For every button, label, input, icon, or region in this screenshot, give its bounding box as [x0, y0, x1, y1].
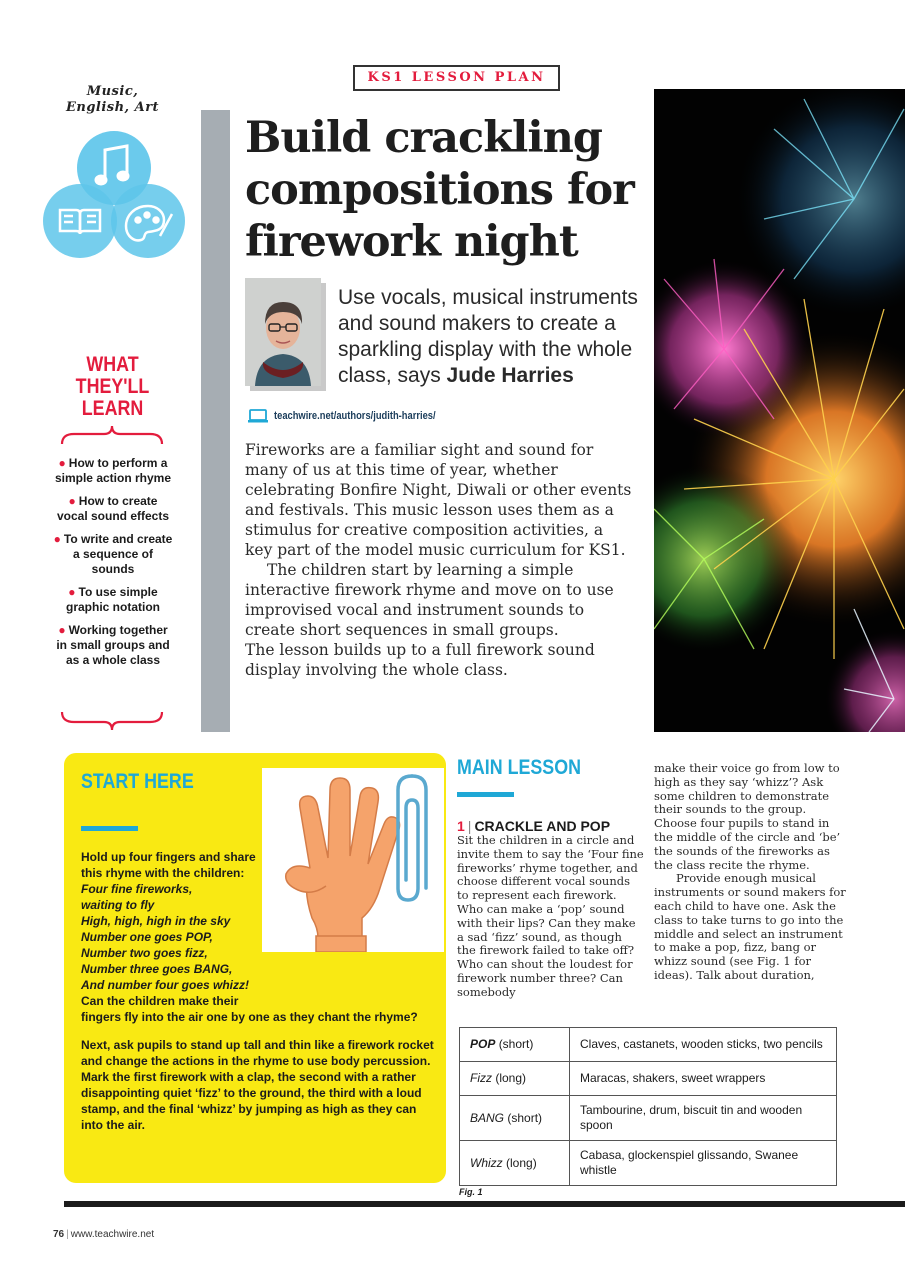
fireworks-photo — [654, 89, 905, 732]
brace-top-decoration — [60, 424, 164, 446]
rhyme-line: waiting to fly — [81, 898, 155, 912]
learn-heading-line-1: WHAT — [86, 353, 139, 376]
learn-item: ● To use simple graphic notation — [66, 585, 160, 614]
grey-accent-bar — [201, 110, 230, 732]
page-number: 76 — [53, 1229, 65, 1240]
sound-name: Whizz — [470, 1155, 503, 1170]
sound-duration: (short) — [507, 1110, 543, 1125]
intro-paragraph-2: The children start by learning a simple interactive firework rhyme and move on to use improvised vocal and instrument sounds to create short sequences in small groups. — [245, 561, 614, 639]
learn-list — [52, 456, 174, 676]
main-lesson-column-1: Sit the children in a circle and invite them to say the ‘Four fine fireworks’ rhyme together, and choose different vocal sounds to represent each firework. Who can make a ‘pop’ sound with their lips? Can they make a sad ‘fizz’ sound, as though the firework failed to take off? Who can shout the loudest for firework number three? Can somebody — [457, 833, 644, 999]
learn-item: ● How to perform a simple action rhyme — [54, 456, 172, 485]
author-web-link[interactable] — [248, 408, 464, 424]
learn-heading-line-2: THEY'LL — [75, 375, 150, 398]
footer-site: www.teachwire.net — [70, 1229, 155, 1240]
computer-icon — [248, 409, 268, 423]
author-web-link-text[interactable]: teachwire.net/authors/judith-harries/ — [274, 410, 436, 422]
section-title: CRACKLE AND POP — [474, 818, 611, 834]
column-2-paragraph-2: Provide enough musical instruments or sound makers for each child to have one. Ask the class to take turns to go into the middle and select an instrument to make a pop, fizz, bang or whizz sound (see Fig. 1 for ideas). Talk about duration, — [654, 871, 846, 982]
learn-heading — [64, 354, 162, 420]
instrument-table — [459, 1027, 837, 1186]
table-row — [460, 1062, 837, 1096]
subjects-line-2: English, Art — [65, 100, 160, 115]
figure-caption: Fig. 1 — [459, 1187, 483, 1197]
main-lesson-column-2 — [654, 762, 850, 983]
start-here-rule — [81, 826, 138, 831]
page-title: Build crackling compositions for firework night — [245, 113, 634, 267]
brace-bottom-decoration — [60, 710, 164, 732]
subjects-label — [55, 84, 170, 116]
main-lesson-rule — [457, 792, 514, 797]
subject-venn-icon — [42, 128, 187, 263]
section-number: 1 — [457, 818, 465, 834]
rhyme-line: Number one goes POP, — [81, 930, 213, 944]
column-2-paragraph-1: make their voice go from low to high as they say ‘whizz’? Ask some children to demonstrate their sounds to the group. Choose four pupils to stand in the middle of the circle and ‘be’ the sounds of the fireworks as the class recite the rhyme. — [654, 761, 841, 872]
start-lead: Hold up four fingers and share this rhyme with the children: — [81, 850, 256, 880]
rhyme-line: Four fine fireworks, — [81, 882, 193, 896]
subjects-line-1: Music, — [86, 84, 139, 99]
instrument-list: Cabasa, glockenspiel glissando, Swanee whistle — [570, 1141, 837, 1186]
author-name: Jude Harries — [446, 364, 574, 387]
rhyme-line: Number three goes BANG, — [81, 962, 233, 976]
standfirst-text: Use vocals, musical instruments and sound makers to create a sparkling display with the whole class, says — [338, 286, 638, 387]
page-footer: 76 | www.teachwire.net — [53, 1229, 155, 1240]
sound-name: Fizz — [470, 1071, 492, 1085]
instrument-list: Tambourine, drum, biscuit tin and wooden spoon — [570, 1096, 837, 1141]
sound-duration: (long) — [495, 1071, 527, 1085]
learn-item: ● Working together in small groups and as a whole class — [56, 623, 170, 667]
sound-name: POP — [470, 1037, 496, 1051]
start-follow-1: Can the children make their — [81, 994, 239, 1008]
standfirst — [338, 285, 648, 389]
start-here-heading: START HERE — [81, 770, 194, 793]
instrument-list: Maracas, shakers, sweet wrappers — [570, 1062, 837, 1096]
author-portrait — [245, 278, 321, 386]
intro-text — [245, 440, 635, 680]
intro-paragraph-1: Fireworks are a familiar sight and sound for many of us at this time of year, whether celebrating Bonfire Night, Diwali or other events and festivals. This music lesson uses them as a stimulus for creative composition activities, a key part of the model music curriculum for KS1. — [245, 441, 632, 559]
table-row — [460, 1096, 837, 1141]
table-row — [460, 1028, 837, 1062]
learn-item: ● To write and create a sequence of sounds — [53, 532, 173, 576]
start-here-text — [81, 849, 436, 1133]
start-follow-2: fingers fly into the air one by one as they chant the rhyme? — [81, 1010, 418, 1024]
intro-paragraph-3: The lesson builds up to a full firework sound display involving the whole class. — [245, 641, 595, 679]
sound-duration: (short) — [498, 1037, 534, 1051]
learn-item: ● How to create vocal sound effects — [56, 494, 170, 523]
rhyme-line: High, high, high in the sky — [81, 914, 231, 928]
start-paragraph-2: Next, ask pupils to stand up tall and thin like a firework rocket and change the actions in the rhyme to use body percussion. Mark the first firework with a clap, the second with a rather disappointing quiet ‘fizz’ to the ground, the third with a loud stamp, and the final ‘whizz’ by jumping as high as they can into the air. — [81, 1038, 434, 1132]
table-row — [460, 1141, 837, 1186]
footer-rule — [64, 1201, 905, 1207]
main-lesson-heading: MAIN LESSON — [457, 756, 581, 779]
section-heading: 1 | CRACKLE AND POP — [457, 818, 611, 834]
rhyme-line: Number two goes fizz, — [81, 946, 208, 960]
learn-heading-line-3: LEARN — [81, 397, 144, 420]
lesson-kicker: KS1 LESSON PLAN — [353, 65, 560, 91]
instrument-list: Claves, castanets, wooden sticks, two pencils — [570, 1028, 837, 1062]
sound-duration: (long) — [506, 1155, 537, 1170]
rhyme-line: And number four goes whizz! — [81, 978, 249, 992]
sound-name: BANG — [470, 1110, 505, 1125]
